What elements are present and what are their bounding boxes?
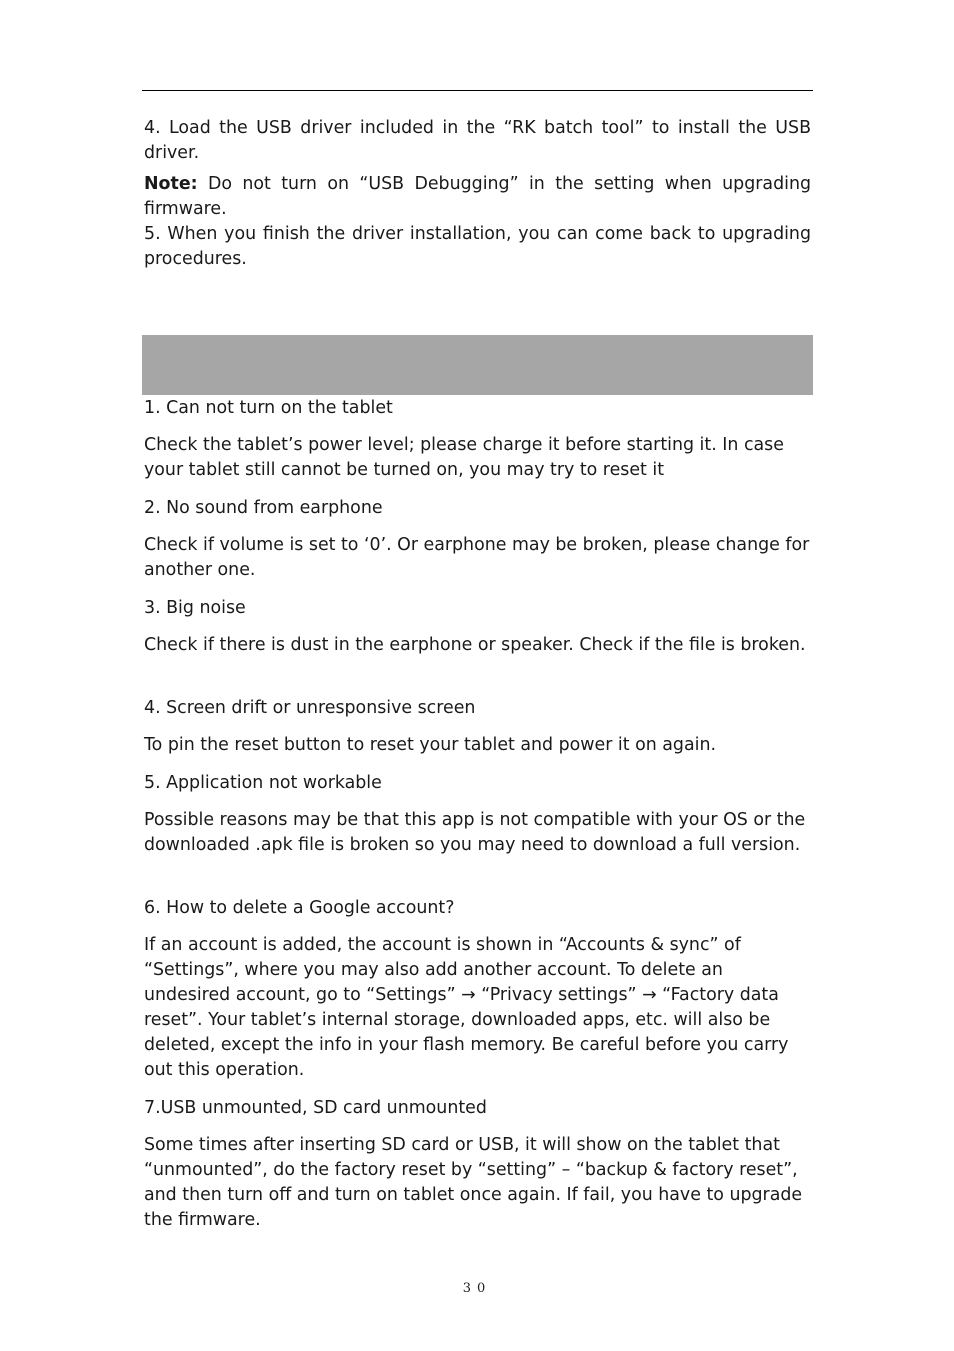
note-paragraph <box>144 172 811 222</box>
page-number: 30 <box>462 1281 492 1296</box>
faq-answer-4: To pin the reset button to reset your tablet and power it on again. <box>144 735 716 755</box>
faq-answer-1: Check the tablet’s power level; please charge it before starting it. In case your tablet still cannot be turned on, you may try to reset it <box>144 435 784 480</box>
faq-question-5: 5. Application not workable <box>144 773 382 793</box>
faq-answer-5: Possible reasons may be that this app is not compatible with your OS or the downloaded .apk file is broken so you may need to download a full version. <box>144 810 806 855</box>
faq-answer-3: Check if there is dust in the earphone or speaker. Check if the file is broken. <box>144 635 806 655</box>
faq-answer-7: Some times after inserting SD card or USB, it will show on the tablet that “unmounted”, do the factory reset by “setting” – “backup & factory reset”, and then turn off and turn on tablet once again. If fail, you have to upgrade the firmware. <box>144 1135 803 1230</box>
faq-question-1: 1. Can not turn on the tablet <box>144 398 393 418</box>
note-label: Note: <box>144 174 198 194</box>
note-text: Do not turn on “USB Debugging” in the setting when upgrading firmware. <box>144 174 811 219</box>
faq-question-6: 6. How to delete a Google account? <box>144 898 455 918</box>
section-header-band <box>142 335 813 395</box>
faq-answer-2: Check if volume is set to ‘0’. Or earphone may be broken, please change for another one. <box>144 535 810 580</box>
intro-step-4: 4. Load the USB driver included in the “RK batch tool” to install the USB driver. <box>144 118 811 163</box>
faq-question-3: 3. Big noise <box>144 598 246 618</box>
faq-answer-6: If an account is added, the account is shown in “Accounts & sync” of “Settings”, where you may also add another account. To delete an undesired account, go to “Settings” → “Privacy settings” → “Factory data reset”. Your tablet’s internal storage, downloaded apps, etc. will also be deleted, except the info in your flash memory. Be careful before you carry out this operation. <box>144 935 789 1080</box>
faq-question-4: 4. Screen drift or unresponsive screen <box>144 698 476 718</box>
header-rule <box>142 90 813 91</box>
faq-question-2: 2. No sound from earphone <box>144 498 383 518</box>
intro-step-5: 5. When you finish the driver installation, you can come back to upgrading procedures. <box>144 224 811 269</box>
faq-question-7: 7.USB unmounted, SD card unmounted <box>144 1098 487 1118</box>
